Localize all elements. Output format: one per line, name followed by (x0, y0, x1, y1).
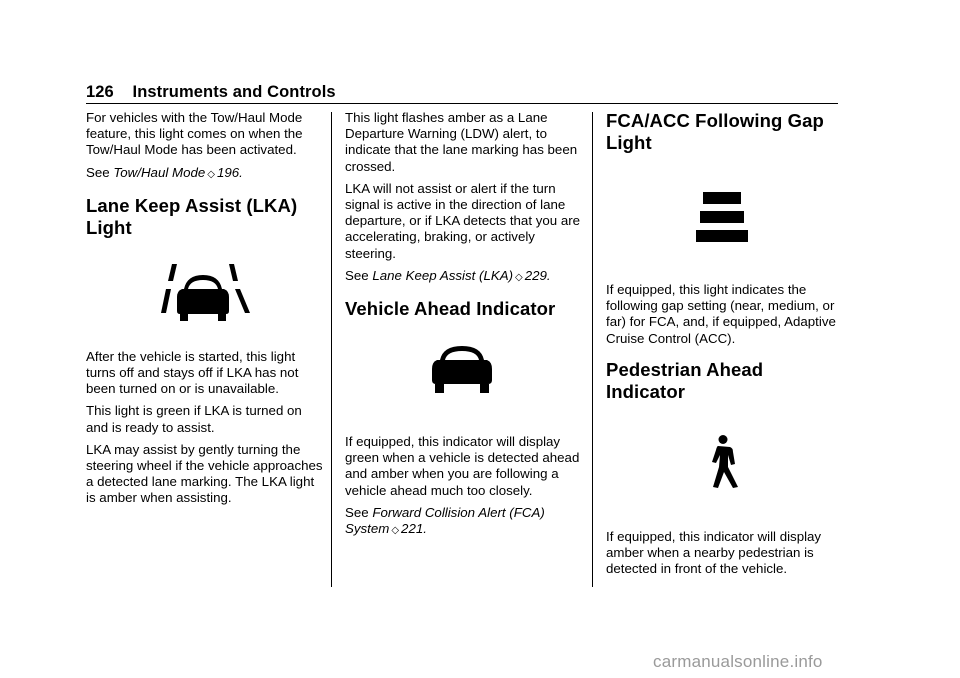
vehicle-ahead-icon (431, 344, 493, 394)
page-header (86, 83, 336, 102)
vehicle-ahead-heading: Vehicle Ahead Indicator (345, 298, 556, 320)
watermark: carmanualsonline.info (653, 652, 823, 671)
page-number: 126 (86, 83, 114, 101)
reference-page[interactable]: 221. (401, 521, 427, 537)
lane-keep-assist-icon (149, 261, 257, 329)
page-reference-arrow-icon: ◇ (515, 271, 523, 283)
towhaul-paragraph: For vehicles with the Tow/Haul Mode feature, this light comes on when the Tow/Haul Mode has been activated. (86, 110, 303, 158)
ldw-paragraph: This light flashes amber as a Lane Departure Warning (LDW) alert, to indicate that the lane marking has been crossed. (345, 110, 578, 174)
header-divider (86, 103, 838, 104)
lka-paragraph-2: This light is green if LKA is turned on and is ready to assist. (86, 403, 302, 435)
page-reference-arrow-icon: ◇ (391, 525, 400, 537)
lka-paragraph-3: LKA may assist by gently turning the steering wheel if the vehicle approaches a detected lane marking. The LKA light is amber when assisting. (86, 441, 323, 506)
following-gap-paragraph: If equipped, this light indicates the following gap setting (near, medium, or far) for FCA, and, if equipped, Adaptive Cruise Control (ACC). (606, 282, 836, 346)
lka-paragraph-1: After the vehicle is started, this light turns off and stays off if LKA has not been turned on or is unavailable. (86, 348, 299, 397)
vehicle-ahead-paragraph: If equipped, this indicator will display green when a vehicle is detected ahead and amber when you are following a vehicle ahead much too closely. (345, 434, 580, 498)
following-gap-heading: FCA/ACC Following Gap Light (606, 110, 824, 153)
column-3 (606, 110, 842, 583)
pedestrian-heading: Pedestrian Ahead Indicator (606, 358, 764, 402)
page-reference-arrow-icon: ◇ (207, 168, 215, 180)
see-reference: See Tow/Haul Mode ◇ 196. (86, 164, 243, 180)
lka-heading: Lane Keep Assist (LKA) Light (86, 194, 298, 238)
reference-link[interactable]: Lane Keep Assist (LKA) (372, 267, 514, 283)
see-reference: See Lane Keep Assist (LKA) ◇ 229. (345, 267, 551, 283)
lka-conditions-paragraph: LKA will not assist or alert if the turn signal is active in the direction of lane departure, or if LKA detects that you are accelerating, braking, or actively steering. (345, 180, 581, 261)
reference-page[interactable]: 196. (216, 164, 243, 180)
pedestrian-paragraph: If equipped, this indicator will display amber when a nearby pedestrian is detected in front of the vehicle. (606, 528, 822, 577)
reference-page[interactable]: 229. (524, 267, 551, 283)
following-gap-icon (695, 192, 749, 246)
column-divider-2 (592, 112, 593, 587)
reference-link[interactable]: Tow/Haul Mode (113, 164, 206, 180)
pedestrian-icon (708, 435, 742, 489)
reference-link[interactable]: Forward Collision Alert (FCA) System (345, 504, 545, 537)
column-2 (345, 110, 581, 545)
column-1 (86, 110, 326, 513)
section-title: Instruments and Controls (132, 83, 336, 101)
column-divider-1 (331, 112, 332, 587)
see-reference: See Forward Collision Alert (FCA) System ◇ 221. (345, 504, 545, 537)
